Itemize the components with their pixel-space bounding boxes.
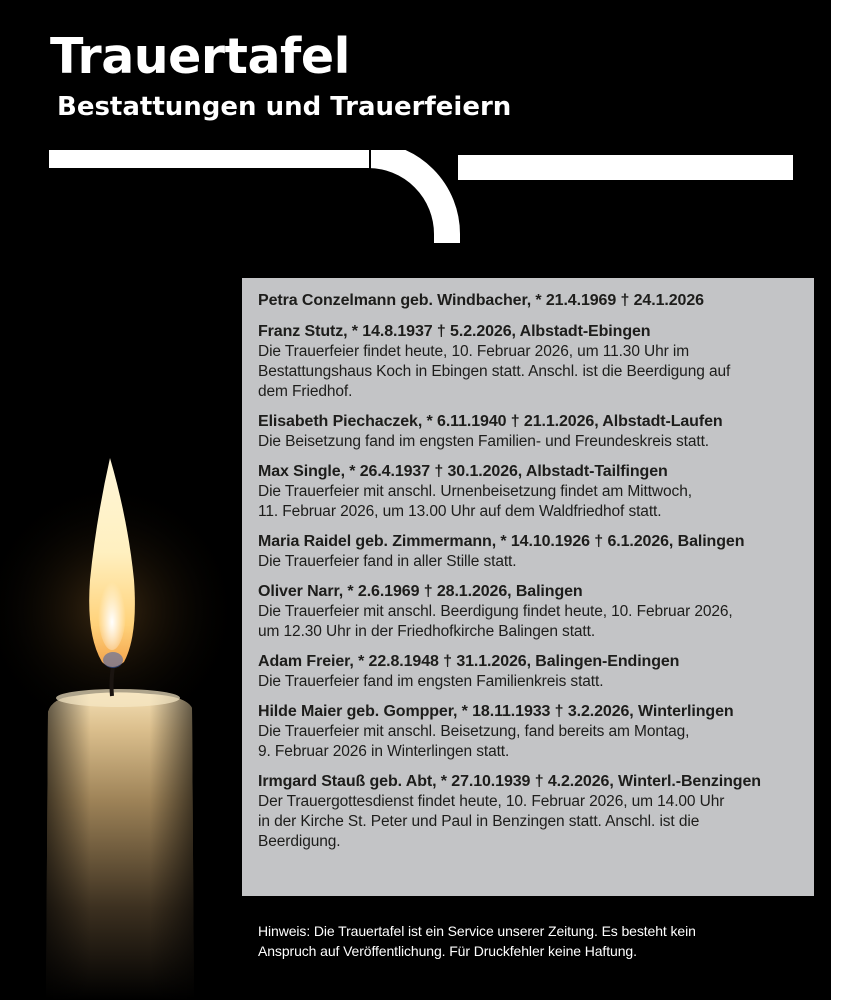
obituary-entry-9	[258, 771, 802, 852]
entry-text-line: in der Kirche St. Peter und Paul in Benzingen statt. Anschl. ist die	[258, 813, 700, 830]
page-title: Trauertafel	[50, 28, 350, 85]
entry-text-line: Die Trauerfeier mit anschl. Beerdigung findet heute, 10. Februar 2026,	[258, 603, 733, 620]
entry-text-line: Die Trauerfeier fand in aller Stille statt.	[258, 553, 517, 570]
obituary-entry-8	[258, 701, 802, 762]
entry-text-line: Die Beisetzung fand im engsten Familien- und Freundeskreis statt.	[258, 433, 709, 450]
entry-text-line: Die Trauerfeier mit anschl. Urnenbeisetzung findet am Mittwoch,	[258, 483, 692, 500]
page-subtitle: Bestattungen und Trauerfeiern	[57, 92, 512, 122]
entry-name: Oliver Narr, * 2.6.1969 † 28.1.2026, Balingen	[258, 583, 583, 600]
entry-text-line: dem Friedhof.	[258, 383, 353, 400]
entry-text-line: um 12.30 Uhr in der Friedhofkirche Balingen statt.	[258, 623, 596, 640]
entry-text-line: Der Trauergottesdienst findet heute, 10. Februar 2026, um 14.00 Uhr	[258, 793, 725, 810]
entry-name: Adam Freier, * 22.8.1948 † 31.1.2026, Balingen-Endingen	[258, 653, 680, 670]
entry-name: Hilde Maier geb. Gompper, * 18.11.1933 † 3.2.2026, Winterlingen	[258, 703, 734, 720]
entry-text-line: Die Trauerfeier findet heute, 10. Februar 2026, um 11.30 Uhr im	[258, 343, 690, 360]
entry-text-line: Die Trauerfeier mit anschl. Beisetzung, fand bereits am Montag,	[258, 723, 690, 740]
entry-name: Elisabeth Piechaczek, * 6.11.1940 † 21.1.2026, Albstadt-Laufen	[258, 413, 723, 430]
entry-name: Petra Conzelmann geb. Windbacher, * 21.4.1969 † 24.1.2026	[258, 292, 704, 309]
obituary-entry-4	[258, 461, 802, 522]
notice-line: Anspruch auf Veröffentlichung. Für Druckfehler keine Haftung.	[258, 943, 637, 959]
obituary-entry-2	[258, 321, 802, 402]
decorative-divider	[0, 150, 831, 250]
candle-icon	[0, 440, 230, 1000]
entry-text-line: Beerdigung.	[258, 833, 341, 850]
entry-text-line: Die Trauerfeier fand im engsten Familienkreis statt.	[258, 673, 604, 690]
entry-text-line: 11. Februar 2026, um 13.00 Uhr auf dem Waldfriedhof statt.	[258, 503, 662, 520]
disclaimer-notice	[258, 921, 778, 961]
entry-name: Franz Stutz, * 14.8.1937 † 5.2.2026, Albstadt-Ebingen	[258, 323, 651, 340]
obituary-entry-1	[258, 290, 802, 311]
obituary-entry-7	[258, 651, 802, 692]
obituary-list	[242, 278, 814, 896]
entry-text-line: Bestattungshaus Koch in Ebingen statt. Anschl. ist die Beerdigung auf	[258, 363, 731, 380]
entry-text-line: 9. Februar 2026 in Winterlingen statt.	[258, 743, 510, 760]
entry-name: Maria Raidel geb. Zimmermann, * 14.10.1926 † 6.1.2026, Balingen	[258, 533, 745, 550]
entry-name: Irmgard Stauß geb. Abt, * 27.10.1939 † 4.2.2026, Winterl.-Benzingen	[258, 773, 761, 790]
entry-name: Max Single, * 26.4.1937 † 30.1.2026, Albstadt-Tailfingen	[258, 463, 668, 480]
obituary-entry-6	[258, 581, 802, 642]
notice-line: Hinweis: Die Trauertafel ist ein Service unserer Zeitung. Es besteht kein	[258, 923, 696, 939]
obituary-entry-3	[258, 411, 802, 452]
obituary-entry-5	[258, 531, 802, 572]
